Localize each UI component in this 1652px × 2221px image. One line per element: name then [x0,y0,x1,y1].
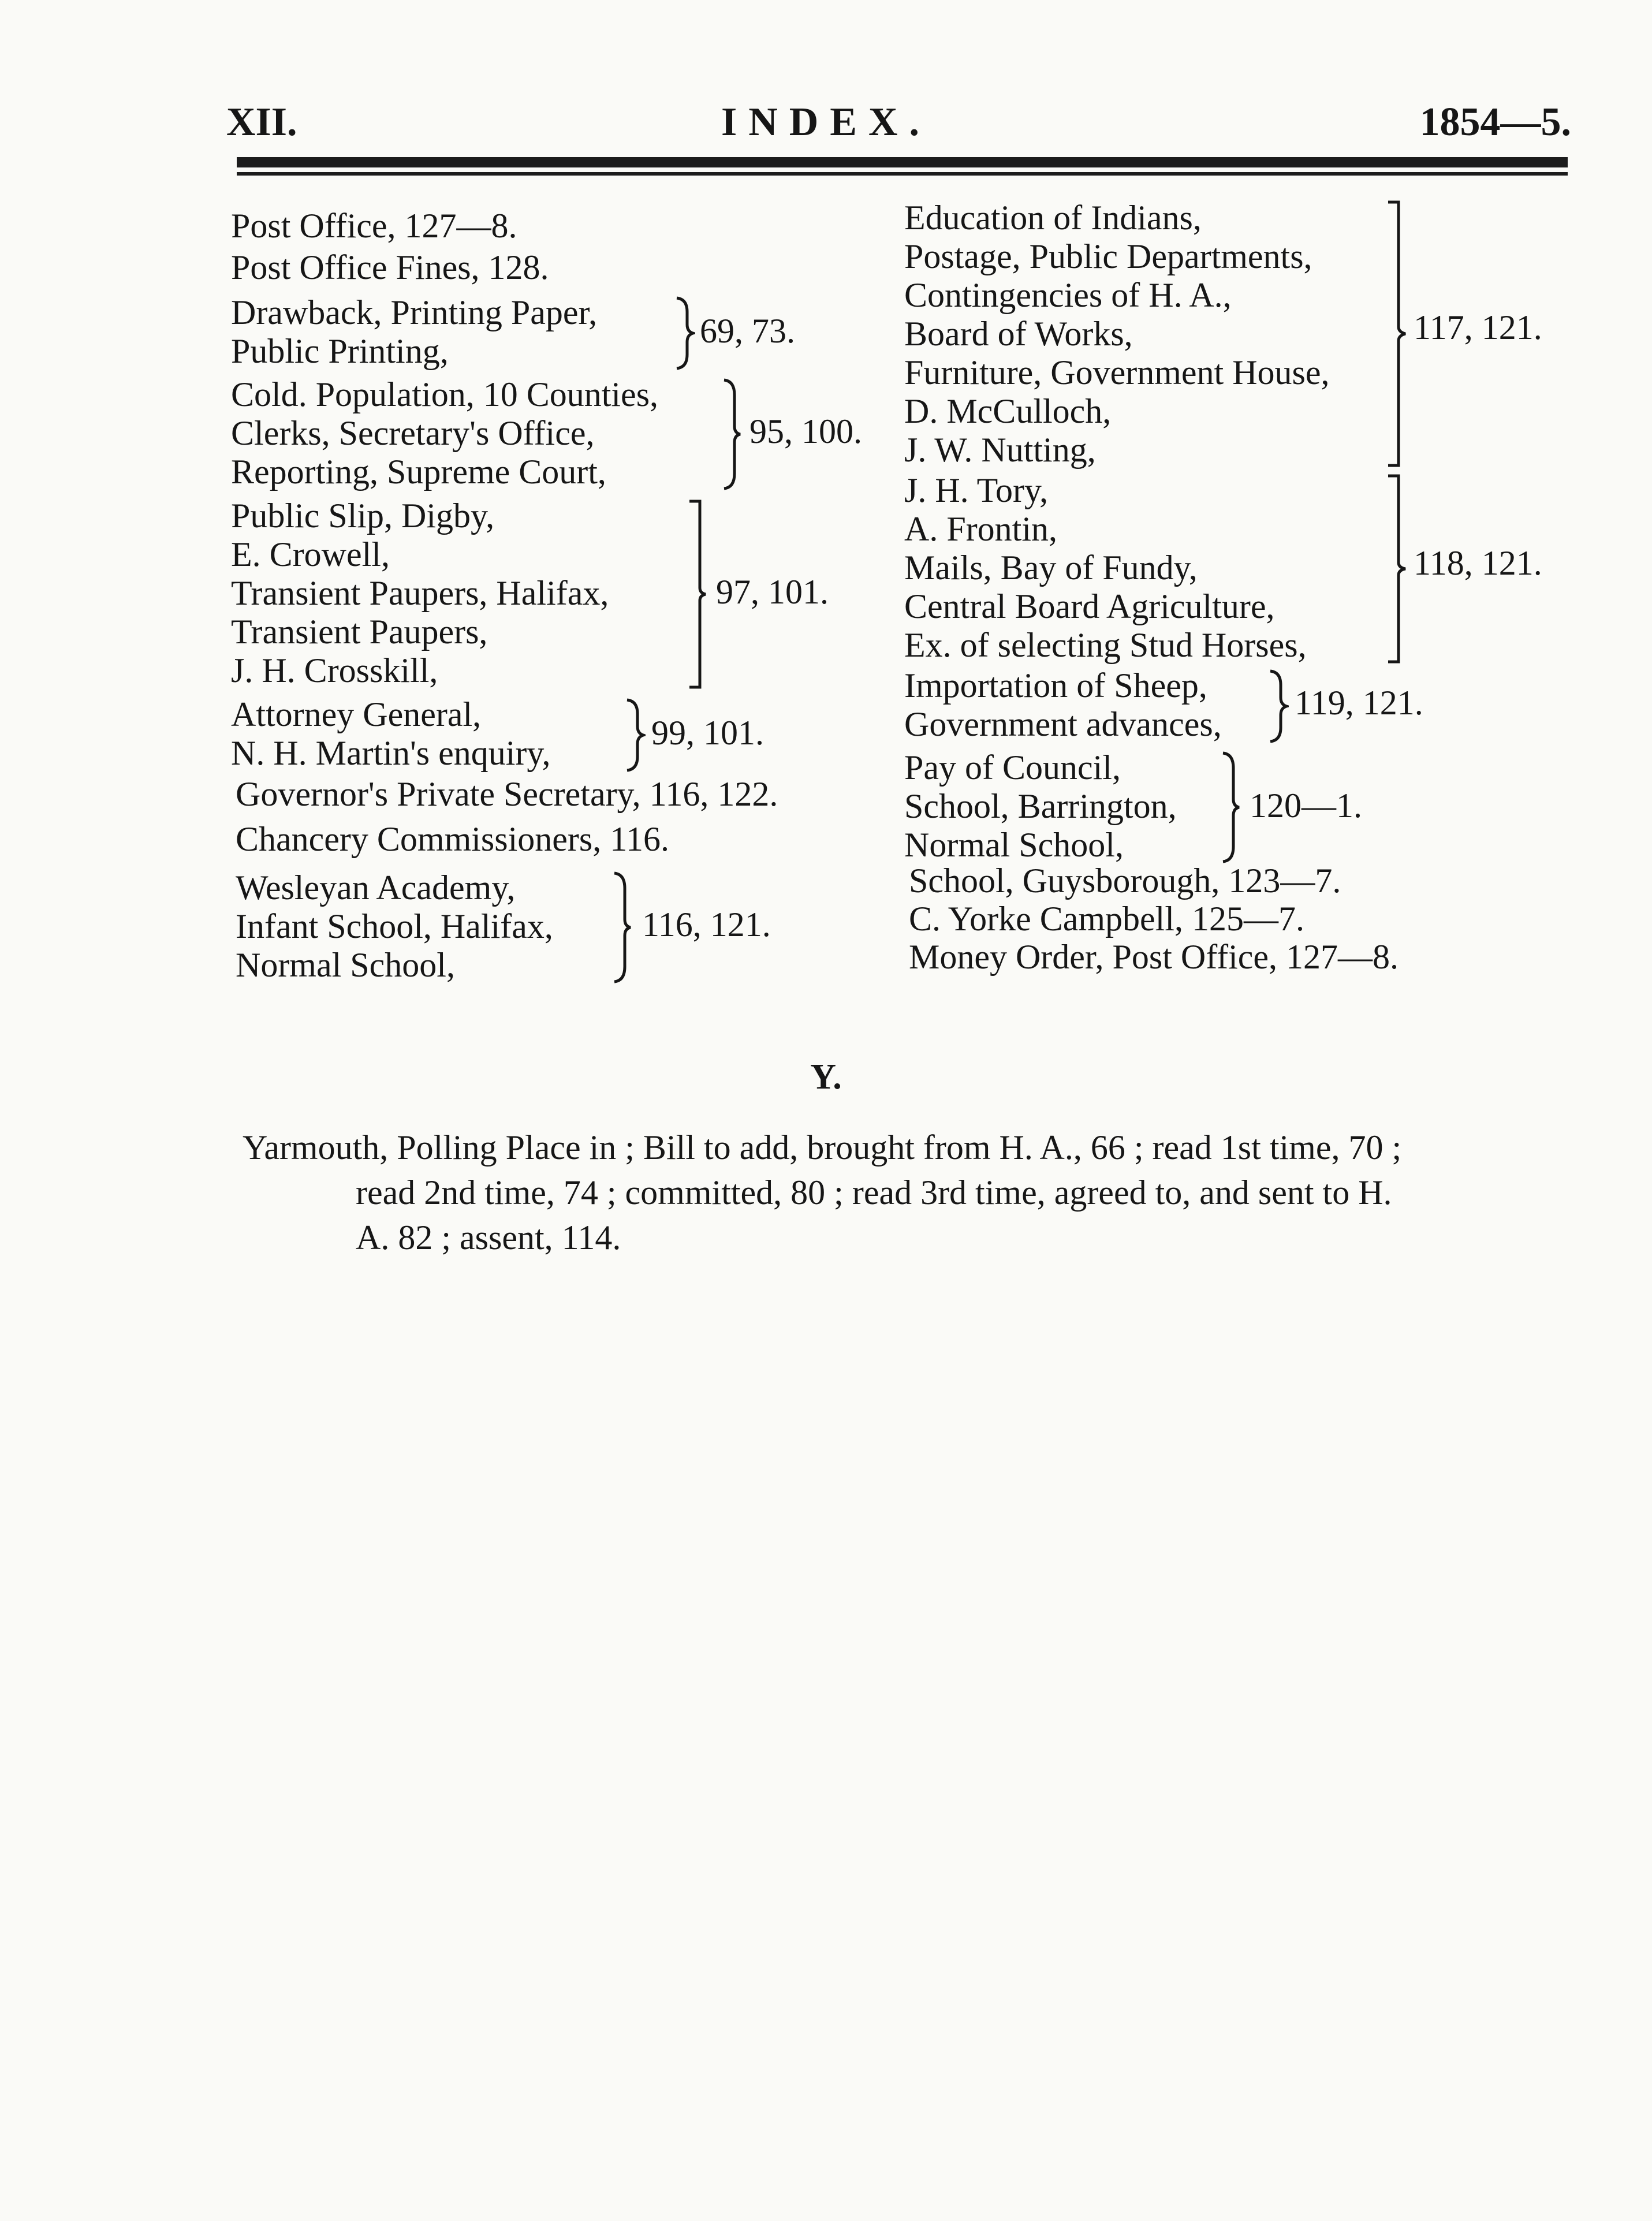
index-entry: Money Order, Post Office, 127—8. [909,938,1399,976]
index-entry: Normal School, [904,826,1124,864]
brace-icon [674,296,695,371]
index-entry: Cold. Population, 10 Counties, [231,375,659,413]
brace-icon [722,378,743,491]
index-entry: Central Board Agriculture, [904,587,1275,625]
index-entry: Pay of Council, [904,748,1121,787]
index-entry: D. McCulloch, [904,392,1112,430]
index-entry: Ex. of selecting Stud Horses, [904,626,1307,664]
header-rule-thin [237,172,1568,176]
index-entry: Board of Works, [904,315,1133,353]
brace-icon [1221,751,1241,864]
index-entry: Furniture, Government House, [904,353,1330,392]
index-entry: Government advances, [904,705,1222,743]
index-paragraph-line: Yarmouth, Polling Place in ; Bill to add, brought from H. A., 66 ; read 1st time, 70 ; [243,1128,1402,1167]
index-entry: Transient Paupers, Halifax, [231,574,609,612]
page-refs: 120—1. [1250,787,1362,825]
index-entry: Contingencies of H. A., [904,276,1232,314]
index-entry: Reporting, Supreme Court, [231,453,606,491]
brace-icon [625,698,646,773]
page-refs: 116, 121. [642,905,771,944]
index-group [231,375,658,491]
index-group [904,471,1307,665]
page-title: INDEX. [721,100,931,144]
page-refs: 119, 121. [1295,684,1423,722]
index-entry: Infant School, Halifax, [236,907,553,945]
index-entry: E. Crowell, [231,535,390,573]
index-entry: Public Printing, [231,332,449,370]
index-entry: Wesleyan Academy, [236,869,516,907]
index-entry: C. Yorke Campbell, 125—7. [909,900,1305,938]
index-entry: Post Office Fines, 128. [231,248,549,286]
index-entry: Postage, Public Departments, [904,237,1312,275]
index-entry: Transient Paupers, [231,613,488,651]
index-group [231,293,597,371]
index-entry: J. H. Tory, [904,471,1049,509]
index-entry: Clerks, Secretary's Office, [231,414,595,452]
index-paragraph-line: A. 82 ; assent, 114. [356,1218,621,1257]
brace-icon [687,499,708,690]
page-refs: 95, 100. [749,412,862,450]
section-letter: Y. [810,1057,842,1097]
brace-icon [1386,474,1409,664]
index-entry: Public Slip, Digby, [231,497,495,535]
index-entry: J. W. Nutting, [904,431,1096,469]
page-refs: 117, 121. [1414,308,1542,346]
index-entry: Drawback, Printing Paper, [231,293,598,331]
index-entry: Normal School, [236,946,455,984]
index-entry: School, Barrington, [904,787,1177,825]
index-group [236,869,553,985]
index-group [904,748,1177,864]
page-refs: 97, 101. [716,573,829,611]
index-entry: J. H. Crosskill, [231,651,438,690]
index-entry: Chancery Commissioners, 116. [236,820,670,858]
index-group [904,666,1222,744]
index-entry: A. Frontin, [904,510,1058,548]
page-refs: 118, 121. [1414,544,1542,582]
index-entry: Post Office, 127—8. [231,207,517,245]
brace-icon [1268,669,1289,744]
index-entry: Mails, Bay of Fundy, [904,549,1198,587]
page-refs: 69, 73. [700,312,795,350]
index-entry: Governor's Private Secretary, 116, 122. [236,775,778,813]
header-rule-thick [237,157,1568,167]
index-entry: Education of Indians, [904,199,1202,237]
index-group [231,695,551,773]
index-paragraph-line: read 2nd time, 74 ; committed, 80 ; read 3rd time, agreed to, and sent to H. [356,1173,1392,1212]
page-number: XII. [226,100,297,144]
index-entry: Importation of Sheep, [904,666,1207,705]
session-years: 1854—5. [1419,100,1571,144]
index-entry: N. H. Martin's enquiry, [231,734,551,772]
index-group [231,497,609,690]
brace-icon [612,871,633,984]
index-group [904,199,1330,469]
index-entry: School, Guysborough, 123—7. [909,862,1341,900]
brace-icon [1386,200,1409,468]
index-entry: Attorney General, [231,695,482,733]
page-refs: 99, 101. [651,714,764,752]
